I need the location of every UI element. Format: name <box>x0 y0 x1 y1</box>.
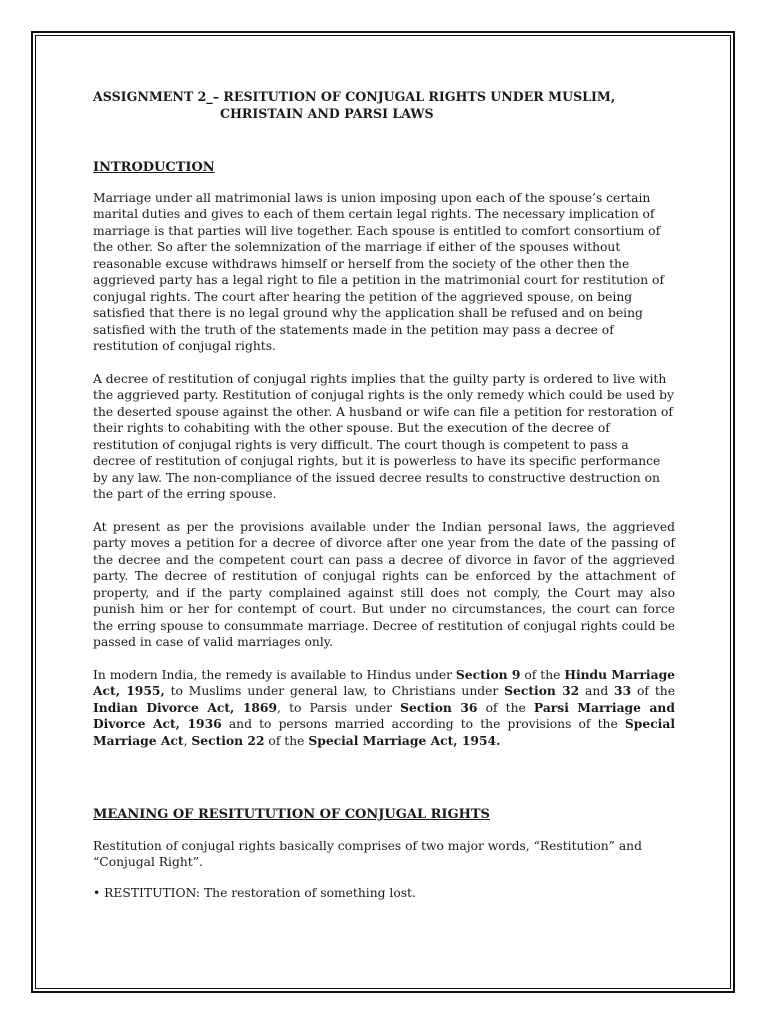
para4-text-6: , to Parsis under <box>277 700 401 715</box>
section-33-ref: 33 <box>614 683 632 698</box>
meaning-bullet-restitution: • RESTITUTION: The restoration of something lost. <box>93 885 416 900</box>
title-line-1: ASSIGNMENT 2_– RESITUTION OF CONJUGAL RIGHTS UNDER MUSLIM, <box>93 89 616 104</box>
section-9-ref: Section 9 <box>455 666 521 682</box>
section-32-ref: Section 32 <box>504 683 580 698</box>
para4-text-7: of the <box>477 700 534 715</box>
introduction-paragraph-1: Marriage under all matrimonial laws is union imposing upon each of the spouse’s certain marital duties and gives to each of them certain legal rights. The necessary implication of marriage is that parties will live together. Each spouse is entitled to comfort consortium of the other. So after the solemnization of the marriage if either of the spouses without reasonable excuse withdraws himself or herself from the society of the other then the aggrieved party has a legal right to file a petition in the matrimonial court for restitution of conjugal rights. The court after hearing the petition of the aggrieved spouse, on being satisfied that there is no legal ground why the application shall be refused and on being satisfied with the truth of the statements made in the petition may pass a decree of restitution of conjugal rights. <box>93 190 664 353</box>
introduction-paragraph-2: A decree of restitution of conjugal rights implies that the guilty party is ordered to live with the aggrieved party. Restitution of conjugal rights is the only remedy which could be used by the deserted spouse against the other. A husband or wife can file a petition for restoration of their rights to cohabiting with the other spouse. But the execution of the decree of restitution of conjugal rights is very difficult. The court though is competent to pass a decree of restitution of conjugal rights, but it is powerless to have its specific performance by any law. The non-compliance of the issued decree results to constructive destruction on the part of the erring spouse. <box>93 371 674 501</box>
introduction-paragraph-4 <box>93 667 675 750</box>
indian-divorce-act-ref: Indian Divorce Act, 1869 <box>93 699 278 715</box>
para4-text-8: and to persons married according to the provisions of the <box>221 717 625 731</box>
meaning-paragraph-1: Restitution of conjugal rights basically comprises of two major words, “Restitution” and “Conjugal Right”. <box>93 838 642 869</box>
para4-text-2: of the <box>520 667 565 682</box>
para4-text-4: and <box>579 684 615 698</box>
document-body <box>93 88 675 901</box>
introduction-heading: INTRODUCTION <box>93 160 215 175</box>
para4-text-9: , <box>183 733 192 748</box>
para4-text-1: In modern India, the remedy is available to Hindus under <box>93 667 456 682</box>
para4-text-5: of the <box>631 684 675 698</box>
section-36-ref: Section 36 <box>400 699 478 715</box>
title-line-2: CHRISTAIN AND PARSI LAWS <box>220 106 434 121</box>
introduction-paragraph-3: At present as per the provisions available under the Indian personal laws, the aggrieved party moves a petition for a decree of divorce after one year from the date of the passing of the decree and the competent court can pass a decree of divorce in favor of the aggrieved party. The decree of restitution of conjugal rights can be enforced by the attachment of property, and if the party complained against still does not comply, the Court may also punish him or her for contempt of court. But under no circumstances, the court can force the erring spouse to consummate marriage. Decree of restitution of conjugal rights could be passed in case of valid marriages only. <box>93 519 675 649</box>
para4-text-3: to Muslims under general law, to Christians under <box>164 684 505 698</box>
parsi-marriage-act-ref: Parsi Marriage and Divorce Act, 1936 <box>93 699 675 731</box>
special-marriage-act-ref: Special Marriage Act <box>93 716 675 748</box>
para4-text-10: of the <box>264 733 309 748</box>
section-22-ref: Section 22 <box>191 732 265 748</box>
hindu-marriage-act-ref: Hindu Marriage Act, 1955, <box>93 666 675 698</box>
meaning-heading: MEANING OF RESITUTUTION OF CONJUGAL RIGHTS <box>93 807 490 822</box>
assignment-title <box>93 88 675 122</box>
special-marriage-act-1954-ref: Special Marriage Act, 1954. <box>308 732 501 748</box>
